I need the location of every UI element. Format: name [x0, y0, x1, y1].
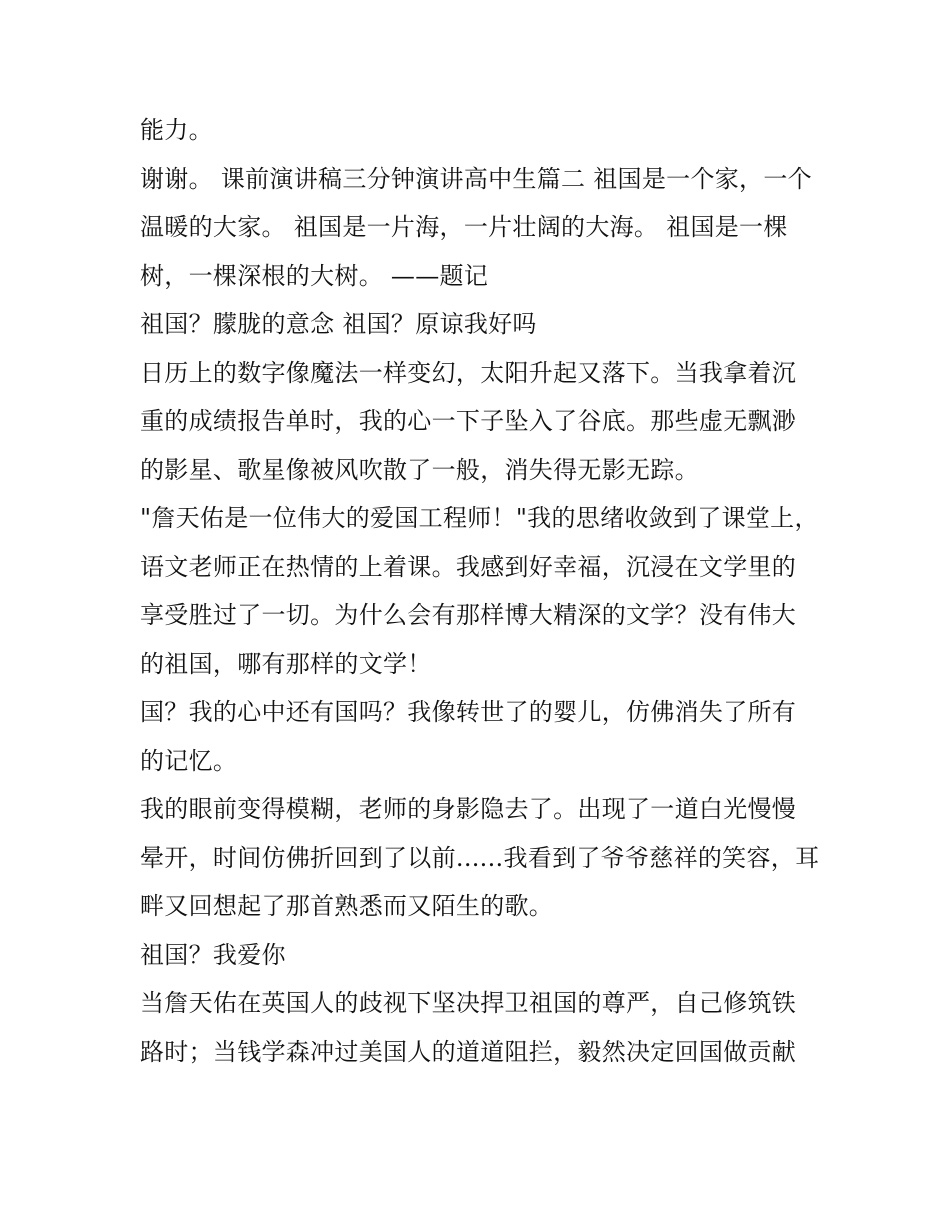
- paragraph: "詹天佑是一位伟大的爱国工程师！"我的思绪收敛到了课堂上，语文老师正在热情的上着课。我感到好幸福，沉浸在文学里的享受胜过了一切。为什么会有那样博大精深的文学？没有伟大的祖国，哪有那样的文学！: [140, 504, 819, 678]
- paragraph: 日历上的数字像魔法一样变幻，太阳升起又落下。当我拿着沉重的成绩报告单时，我的心一下子坠入了谷底。那些虚无飘渺的影星、歌星像被风吹散了一般，消失得无影无踪。: [140, 358, 797, 484]
- document-body: [140, 106, 820, 1076]
- paragraph: 国？我的心中还有国吗？我像转世了的婴儿，仿佛消失了所有的记忆。: [140, 698, 797, 775]
- paragraph: 我的眼前变得模糊，老师的身影隐去了。出现了一道白光慢慢晕开，时间仿佛折回到了以前......我看到了爷爷慈祥的笑容，耳畔又回想起了那首熟悉而又陌生的歌。: [140, 795, 820, 920]
- paragraph: 当詹天佑在英国人的歧视下坚决捍卫祖国的尊严，自己修筑铁路时；当钱学森冲过美国人的道道阻拦，毅然决定回国做贡献: [140, 989, 797, 1066]
- paragraph: 祖国？我爱你: [140, 940, 286, 969]
- paragraph: 祖国？朦胧的意念 祖国？原谅我好吗: [140, 310, 537, 338]
- paragraph: 能力。: [140, 116, 213, 144]
- paragraph: 谢谢。 课前演讲稿三分钟演讲高中生篇二 祖国是一个家，一个温暖的大家。 祖国是一片海，一片壮阔的大海。 祖国是一棵树，一棵深根的大树。 ——题记: [140, 164, 812, 290]
